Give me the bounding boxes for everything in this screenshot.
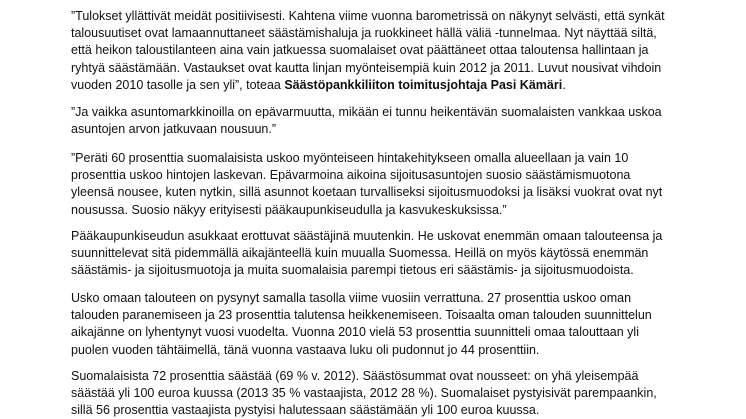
text-line: ryhtyä säästämään. Vastaukset ovat kautta linjan myönteisempiä kuin 2012 ja 2011. Luvut nousivat vihdoin	[71, 60, 662, 75]
text-line: suunnittelevat sitä pidemmällä aikajänteellä kuin muualla Suomessa. Heillä on myös käytössä enemmän	[71, 246, 649, 261]
paragraph-savings-amounts	[71, 368, 711, 419]
text-line: ”Tulokset yllättivät meidät positiivisesti. Kahtena viime vuonna barometrissä on näkynyt selvästi, että synkät	[71, 9, 665, 23]
paragraph-ceo-quote	[71, 8, 711, 94]
text-line: ”Peräti 60 prosenttia suomalaisista uskoo myönteiseen hintakehitykseen omalla alueellaan ja vain 10	[71, 151, 629, 165]
text-line: ”Ja vaikka asuntomarkkinoilla on epävarmuutta, mikään ei tunnu heikentävän suomalaisten vankkaa uskoa	[71, 105, 662, 119]
text-line: asuntojen arvon jatkuvaan nousuun.”	[71, 122, 277, 137]
text-line: puolen vuoden tähtäimellä, tänä vuonna vastaava luku oli pudonnut jo 44 prosenttiin.	[71, 342, 540, 357]
speaker-name: Säästöpankkiliiton toimitusjohtaja Pasi Kämäri	[284, 77, 563, 92]
text-line: aikajänne on lyhentynyt vuosi vuodelta. Vuonna 2010 vielä 53 prosenttia suunnitteli omaa talouttaan yli	[71, 325, 639, 340]
text-line: talousuutiset ovat lamaannuttaneet säästämishaluja ja ruokkineet hällä väliä -tunnelmaa. Nyt näyttää siltä,	[71, 26, 657, 41]
text-line: Usko omaan talouteen on pysynyt samalla tasolla viime vuosiin verrattuna. 27 prosenttia uskoo oman	[71, 291, 632, 305]
text-line: sillä 56 prosenttia vastaajista pystyisi halutessaan säästämään yli 100 euroa kuussa.	[71, 403, 540, 418]
text-line: vuoden 2010 tasolle ja sen yli”, toteaa Säästöpankkiliiton toimitusjohtaja Pasi Kämäri.	[71, 77, 566, 92]
text-line: säästää yli 100 euroa kuussa (2013 35 % vastaajista, 2012 28 %). Suomalaiset pystyisivät parempaankin,	[71, 386, 657, 401]
paragraph-capital-region	[71, 228, 711, 280]
text-line: että heikon taloustilanteen aina vain jatkuessa suomalaiset ovat päättäneet ottaa taloutensa hallintaan ja	[71, 43, 649, 58]
text-line: Suomalaisista 72 prosenttia säästää (69 % v. 2012). Säästösummat ovat nousseet: on yhä yleisempää	[71, 369, 639, 383]
paragraph-economy-outlook	[71, 290, 711, 359]
paragraph-price-expectations	[71, 150, 711, 219]
paragraph-housing-quote	[71, 104, 711, 138]
text-line: säästämis- ja sijoitusmuotoja ja muita suomalaisia parempi tietous eri säästämis- ja sijoitusmuodoista.	[71, 263, 634, 278]
text-line: nousussa. Suosio näkyy erityisesti pääkaupunkiseudulla ja kasvukeskuksissa.”	[71, 202, 507, 217]
text-line: yleensä nousee, kuten nytkin, sillä asunnot koetaan turvalliseksi sijoitusmuodoksi ja lisäksi vuokrat ovat nyt	[71, 185, 663, 200]
text-line: Pääkaupunkiseudun asukkaat erottuvat säästäjinä muutenkin. He uskovat enemmän omaan talouteensa ja	[71, 229, 663, 243]
text-line: prosenttia uskoo hintojen laskevan. Epävarmoina aikoina sijoitusasuntojen suosio säästämismuotona	[71, 168, 631, 183]
text-line: talouden paranemiseen ja 23 prosenttia talutensa heikkenemiseen. Toisaalta oman talouden suunnittelun	[71, 308, 652, 323]
